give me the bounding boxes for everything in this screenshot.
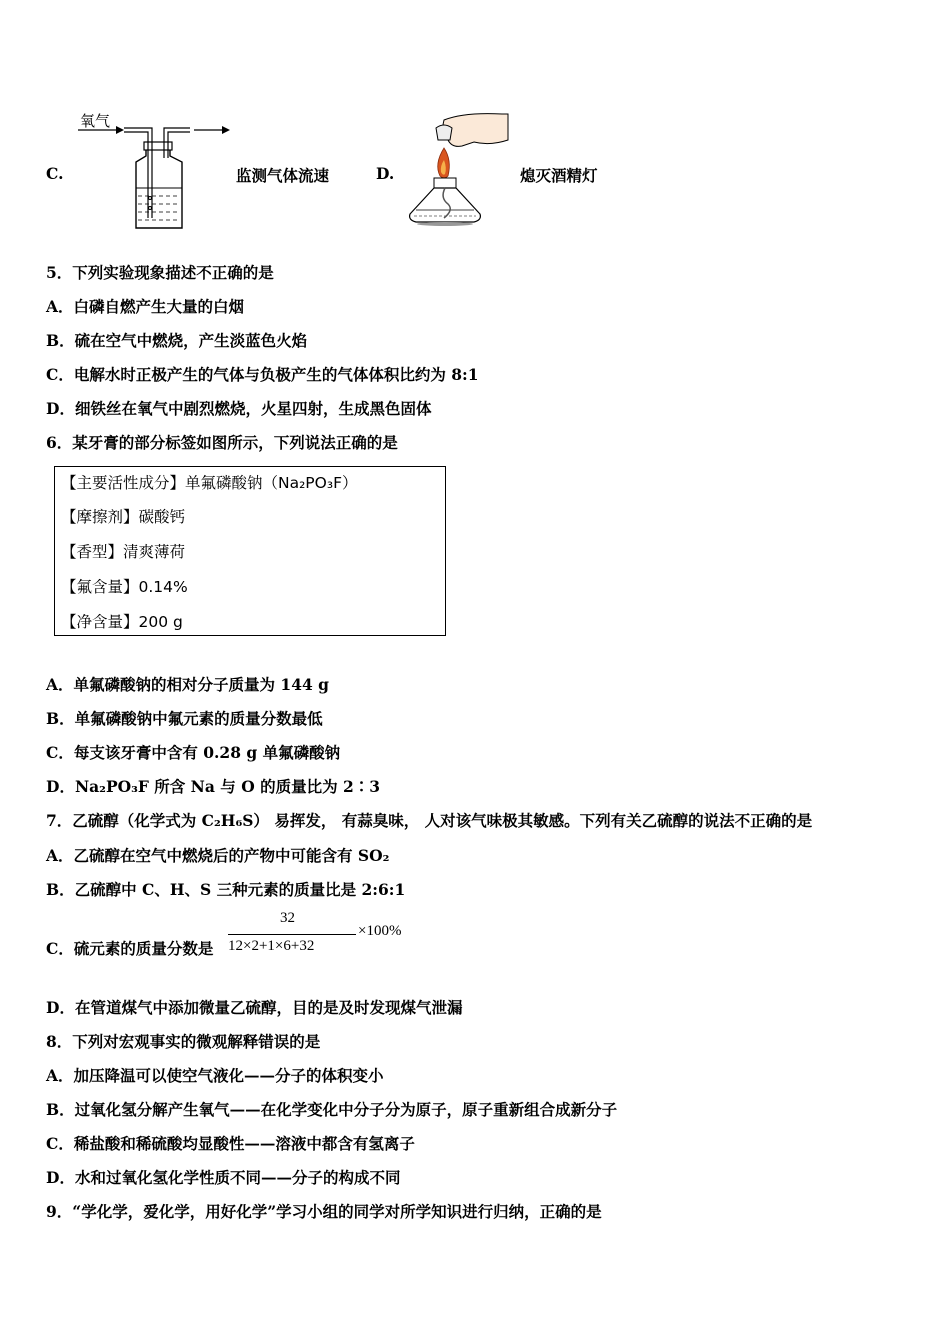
- q6-option-c: C．每支该牙膏中含有 0.28 g 单氟磷酸钠: [46, 743, 341, 762]
- toothpaste-label: [54, 466, 446, 636]
- q6-option-b: B．单氟磷酸钠中氟元素的质量分数最低: [46, 709, 323, 728]
- q8-option-a: A．加压降温可以使空气液化——分子的体积变小: [46, 1066, 384, 1085]
- q7-option-c-prefix: C．硫元素的质量分数是: [46, 939, 214, 958]
- label-net-content: 【净含量】200 g: [61, 613, 183, 631]
- q7-option-d: D．在管道煤气中添加微量乙硫醇，目的是及时发现煤气泄漏: [46, 998, 463, 1017]
- label-active-ingredient: 【主要活性成分】单氟磷酸钠（Na₂PO₃F）: [61, 474, 358, 492]
- oxygen-label: 氧气: [80, 112, 111, 130]
- q5-option-b: B．硫在空气中燃烧，产生淡蓝色火焰: [46, 331, 308, 350]
- q5-option-a: A．白磷自燃产生大量的白烟: [46, 297, 245, 316]
- q8-stem: 8．下列对宏观事实的微观解释错误的是: [46, 1032, 321, 1051]
- q5-option-d: D．细铁丝在氧气中剧烈燃烧，火星四射，生成黑色固体: [46, 399, 432, 418]
- q6-option-d: D．Na₂PO₃F 所含 Na 与 O 的质量比为 2∶3: [46, 777, 381, 796]
- option-d-caption: 熄灭酒精灯: [520, 166, 598, 185]
- option-d-letter: D.: [376, 164, 395, 183]
- label-flavor: 【香型】清爽薄荷: [61, 543, 186, 561]
- option-c-caption: 监测气体流速: [236, 166, 330, 185]
- q7-option-b: B．乙硫醇中 C、H、S 三种元素的质量比是 2:6:1: [46, 880, 406, 899]
- alcohol-lamp-icon: [404, 110, 514, 232]
- q8-option-b: B．过氧化氢分解产生氧气——在化学变化中分子分为原子，原子重新组合成新分子: [46, 1100, 618, 1119]
- option-c-letter: C.: [46, 164, 64, 183]
- q6-option-a: A．单氟磷酸钠的相对分子质量为 144 g: [46, 675, 330, 694]
- q7-stem: 7．乙硫醇（化学式为 C₂H₆S） 易挥发， 有蒜臭味， 人对该气味极其敏感。下列有关乙硫醇的说法不正确的是: [46, 811, 813, 830]
- label-fluoride-content: 【氟含量】0.14%: [61, 578, 188, 596]
- q8-option-d: D．水和过氧化氢化学性质不同——分子的构成不同: [46, 1168, 401, 1187]
- q9-stem: 9．“学化学，爱化学，用好化学”学习小组的同学对所学知识进行归纳，正确的是: [46, 1202, 602, 1221]
- fraction-numerator: 32: [280, 910, 295, 926]
- q7-option-a: A．乙硫醇在空气中燃烧后的产物中可能含有 SO₂: [46, 846, 390, 865]
- label-abrasive: 【摩擦剂】碳酸钙: [61, 508, 186, 526]
- fraction-denominator: 12×2+1×6+32: [228, 938, 315, 954]
- q5-stem: 5．下列实验现象描述不正确的是: [46, 263, 274, 282]
- fraction-bar: [228, 934, 356, 935]
- gas-washing-bottle-icon: [78, 118, 238, 233]
- q6-stem: 6．某牙膏的部分标签如图所示，下列说法正确的是: [46, 433, 398, 452]
- q5-option-c: C．电解水时正极产生的气体与负极产生的气体体积比约为 8:1: [46, 365, 479, 384]
- q8-option-c: C．稀盐酸和稀硫酸均显酸性——溶液中都含有氢离子: [46, 1134, 415, 1153]
- fraction-percent: ×100%: [358, 923, 402, 939]
